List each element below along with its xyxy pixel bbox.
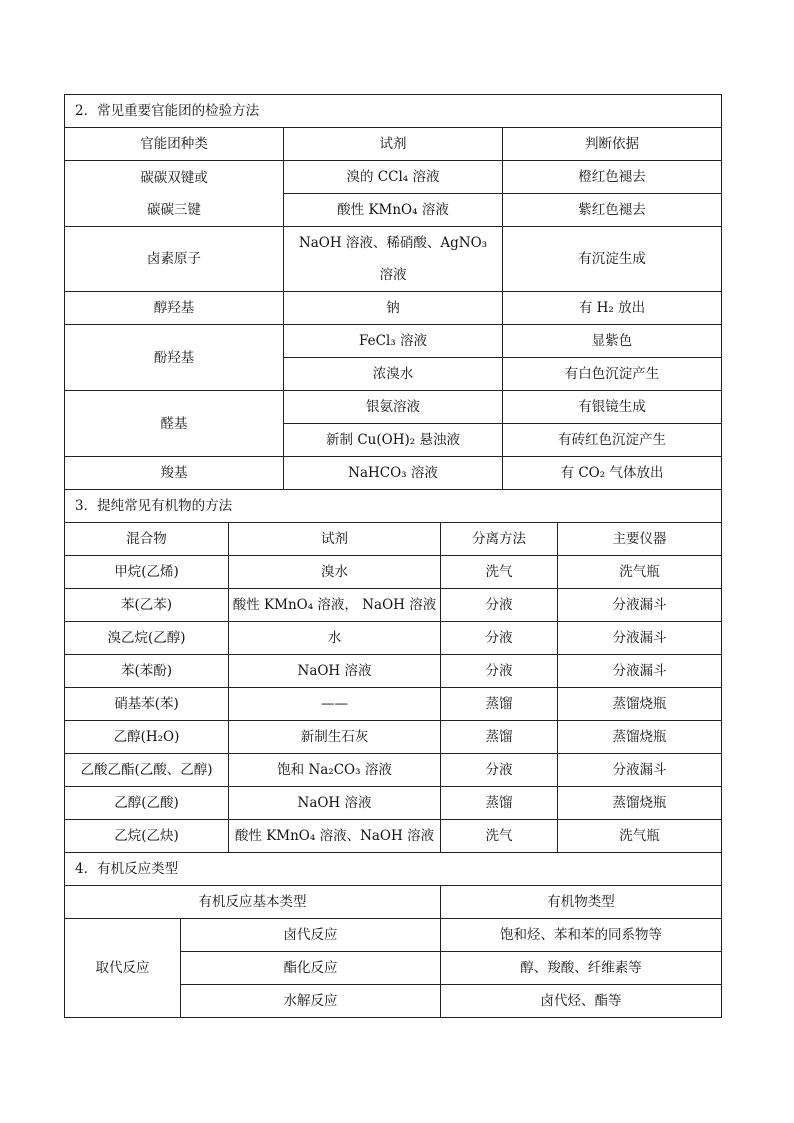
col-header: 有机反应基本类型 xyxy=(65,886,441,919)
reagent-cell: 溴水 xyxy=(229,556,441,589)
basis-cell: 有沉淀生成 xyxy=(503,227,722,292)
reagent-cell: 饱和 Na₂CO₃ 溶液 xyxy=(229,754,441,787)
purification-table xyxy=(64,489,722,853)
method-cell: 蒸馏 xyxy=(441,688,558,721)
apparatus-cell: 蒸馏烧瓶 xyxy=(558,721,722,754)
apparatus-cell: 蒸馏烧瓶 xyxy=(558,688,722,721)
mixture-cell: 苯(乙苯) xyxy=(65,589,229,622)
table-row xyxy=(65,622,722,655)
reaction-type-table xyxy=(64,852,722,1018)
basis-cell: 有白色沉淀产生 xyxy=(503,358,722,391)
group-cell: 酚羟基 xyxy=(65,325,284,391)
reagent-cell: 银氨溶液 xyxy=(284,391,503,424)
reagent-cell: 酸性 KMnO₄ 溶液、NaOH 溶液 xyxy=(229,820,441,853)
section-4-title: 4．有机反应类型 xyxy=(65,853,722,886)
reagent-cell: 水 xyxy=(229,622,441,655)
reagent-cell: 钠 xyxy=(284,292,503,325)
compound-type-cell: 卤代烃、酯等 xyxy=(441,985,722,1018)
group-cell: 卤素原子 xyxy=(65,227,284,292)
reagent-cell: FeCl₃ 溶液 xyxy=(284,325,503,358)
group-cell xyxy=(65,161,284,227)
mixture-cell: 乙醇(H₂O) xyxy=(65,721,229,754)
method-cell: 分液 xyxy=(441,622,558,655)
group-cell: 醇羟基 xyxy=(65,292,284,325)
table-header-row xyxy=(65,128,722,161)
reagent-cell: 新制生石灰 xyxy=(229,721,441,754)
table-row xyxy=(65,688,722,721)
basis-cell: 紫红色褪去 xyxy=(503,194,722,227)
col-header: 试剂 xyxy=(284,128,503,161)
mixture-cell: 乙酸乙酯(乙酸、乙醇) xyxy=(65,754,229,787)
reagent-line: NaOH 溶液、稀硝酸、AgNO₃ xyxy=(298,235,488,251)
document-page xyxy=(64,94,721,1018)
col-header: 官能团种类 xyxy=(65,128,284,161)
section-3-title: 3．提纯常见有机物的方法 xyxy=(65,490,722,523)
table-row xyxy=(65,292,722,325)
section-2-title: 2．常见重要官能团的检验方法 xyxy=(65,95,722,128)
reagent-cell: 酸性 KMnO₄ 溶液， NaOH 溶液 xyxy=(229,589,441,622)
col-header: 主要仪器 xyxy=(558,523,722,556)
reaction-subtype-cell: 卤代反应 xyxy=(181,919,441,952)
reagent-cell: 酸性 KMnO₄ 溶液 xyxy=(284,194,503,227)
compound-type-cell: 醇、羧酸、纤维素等 xyxy=(441,952,722,985)
reagent-cell: 溴的 CCl₄ 溶液 xyxy=(284,161,503,194)
reagent-cell: —— xyxy=(229,688,441,721)
mixture-cell: 溴乙烷(乙醇) xyxy=(65,622,229,655)
apparatus-cell: 分液漏斗 xyxy=(558,622,722,655)
reagent-cell: NaOH 溶液 xyxy=(229,655,441,688)
reagent-cell: NaHCO₃ 溶液 xyxy=(284,457,503,490)
reaction-subtype-cell: 酯化反应 xyxy=(181,952,441,985)
basis-cell: 有砖红色沉淀产生 xyxy=(503,424,722,457)
reagent-cell: NaOH 溶液 xyxy=(229,787,441,820)
table-row xyxy=(65,457,722,490)
method-cell: 洗气 xyxy=(441,820,558,853)
col-header: 判断依据 xyxy=(503,128,722,161)
apparatus-cell: 分液漏斗 xyxy=(558,754,722,787)
reaction-group-cell: 取代反应 xyxy=(65,919,181,1018)
purification-rows xyxy=(65,556,722,853)
table-row xyxy=(65,325,722,358)
basis-cell: 有银镜生成 xyxy=(503,391,722,424)
group-line: 碳碳双键或 xyxy=(140,169,208,186)
basis-cell: 有 H₂ 放出 xyxy=(503,292,722,325)
table-row xyxy=(65,227,722,292)
apparatus-cell: 分液漏斗 xyxy=(558,589,722,622)
col-header: 有机物类型 xyxy=(441,886,722,919)
functional-group-test-table xyxy=(64,94,722,490)
reagent-cell: 浓溴水 xyxy=(284,358,503,391)
compound-type-cell: 饱和烃、苯和苯的同系物等 xyxy=(441,919,722,952)
table-row xyxy=(65,721,722,754)
reagent-cell xyxy=(284,227,503,292)
table-row xyxy=(65,754,722,787)
group-cell: 醛基 xyxy=(65,391,284,457)
basis-cell: 橙红色褪去 xyxy=(503,161,722,194)
method-cell: 洗气 xyxy=(441,556,558,589)
apparatus-cell: 分液漏斗 xyxy=(558,655,722,688)
method-cell: 分液 xyxy=(441,754,558,787)
method-cell: 分液 xyxy=(441,589,558,622)
table-row xyxy=(65,391,722,424)
group-cell: 羧基 xyxy=(65,457,284,490)
reaction-subtype-cell: 水解反应 xyxy=(181,985,441,1018)
mixture-cell: 甲烷(乙烯) xyxy=(65,556,229,589)
mixture-cell: 苯(苯酚) xyxy=(65,655,229,688)
col-header: 分离方法 xyxy=(441,523,558,556)
method-cell: 分液 xyxy=(441,655,558,688)
mixture-cell: 乙醇(乙酸) xyxy=(65,787,229,820)
basis-cell: 有 CO₂ 气体放出 xyxy=(503,457,722,490)
apparatus-cell: 洗气瓶 xyxy=(558,820,722,853)
mixture-cell: 硝基苯(苯) xyxy=(65,688,229,721)
method-cell: 蒸馏 xyxy=(441,721,558,754)
method-cell: 蒸馏 xyxy=(441,787,558,820)
reagent-line: 溶液 xyxy=(379,267,407,283)
table-row xyxy=(65,919,722,952)
table-row xyxy=(65,556,722,589)
col-header: 混合物 xyxy=(65,523,229,556)
col-header: 试剂 xyxy=(229,523,441,556)
table-row xyxy=(65,161,722,194)
table-row xyxy=(65,655,722,688)
basis-cell: 显紫色 xyxy=(503,325,722,358)
mixture-cell: 乙烷(乙炔) xyxy=(65,820,229,853)
table-header-row xyxy=(65,886,722,919)
table-row xyxy=(65,589,722,622)
table-header-row xyxy=(65,523,722,556)
table-row xyxy=(65,820,722,853)
apparatus-cell: 洗气瓶 xyxy=(558,556,722,589)
reagent-cell: 新制 Cu(OH)₂ 悬浊液 xyxy=(284,424,503,457)
table-row xyxy=(65,787,722,820)
group-line: 碳碳三键 xyxy=(147,201,201,218)
apparatus-cell: 蒸馏烧瓶 xyxy=(558,787,722,820)
